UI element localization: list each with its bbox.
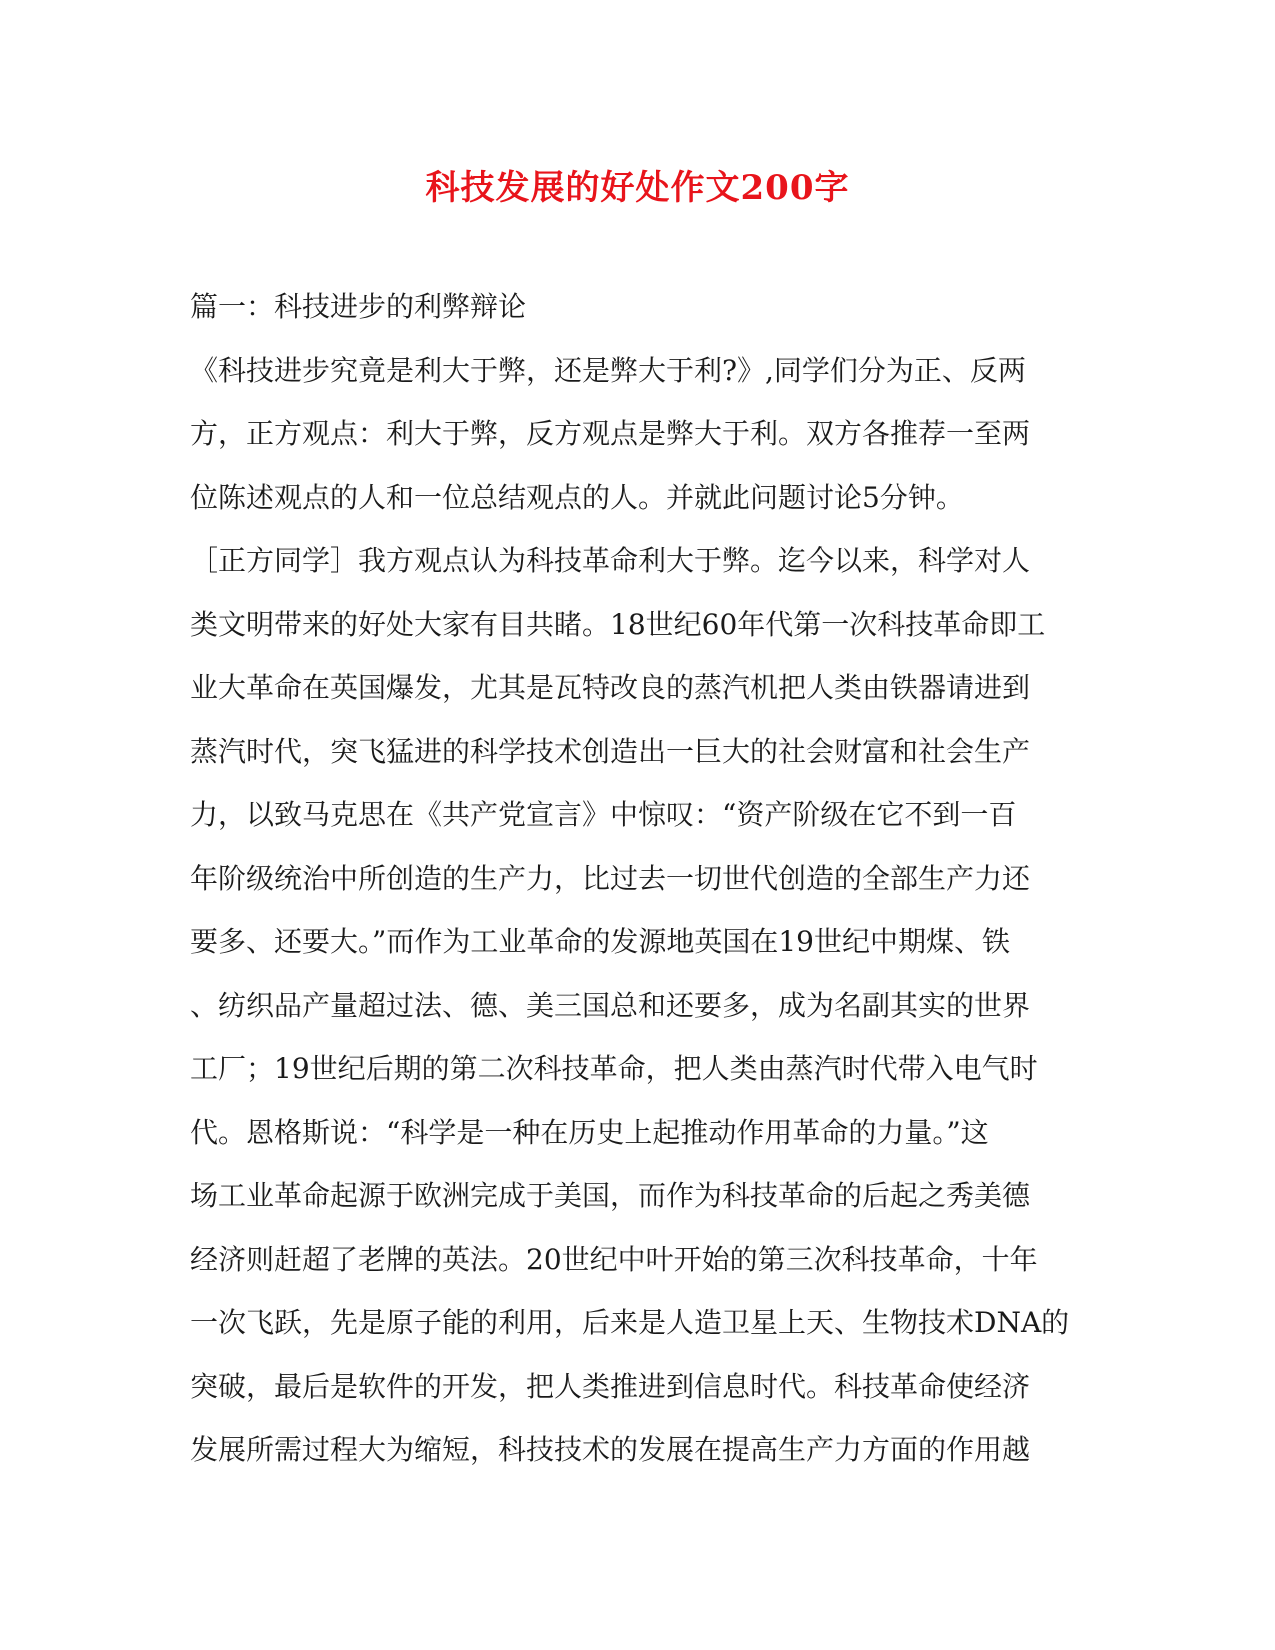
text-line: ［正方同学］我方观点认为科技革命利大于弊。迄今以来，科学对人	[190, 544, 1031, 577]
document-body	[190, 275, 1080, 1482]
text-line: 突破，最后是软件的开发，把人类推进到信息时代。科技革命使经济	[190, 1369, 1031, 1403]
text-line: 发展所需过程大为缩短，科技技术的发展在提高生产力方面的作用越	[190, 1433, 1031, 1466]
text-line: 篇一：科技进步的利弊辩论	[190, 290, 527, 323]
text-line: 业大革命在英国爆发，尤其是瓦特改良的蒸汽机把人类由铁器请进到	[190, 671, 1031, 704]
text-line: 类文明带来的好处大家有目共睹。18世纪60年代第一次科技革命即工	[190, 607, 1046, 641]
text-line: 位陈述观点的人和一位总结观点的人。并就此问题讨论5分钟。	[190, 480, 964, 514]
text-line: 代。恩格斯说：“科学是一种在历史上起推动作用革命的力量。”这	[190, 1115, 989, 1149]
text-line: 工厂；19世纪后期的第二次科技革命，把人类由蒸汽时代带入电气时	[190, 1052, 1038, 1085]
text-line: 场工业革命起源于欧洲完成于美国，而作为科技革命的后起之秀美德	[190, 1179, 1031, 1212]
document-title: 科技发展的好处作文200字	[425, 168, 850, 208]
text-line: 要多、还要大。”而作为工业革命的发源地英国在19世纪中期煤、铁	[190, 925, 1010, 958]
text-line: 蒸汽时代，突飞猛进的科学技术创造出一巨大的社会财富和社会生产	[190, 734, 1031, 768]
text-line: 、纺织品产量超过法、德、美三国总和还要多，成为名副其实的世界	[190, 988, 1031, 1022]
text-line: 方，正方观点：利大于弊，反方观点是弊大于利。双方各推荐一至两	[190, 417, 1031, 450]
text-line: 《科技进步究竟是利大于弊，还是弊大于利?》,同学们分为正、反两	[190, 353, 1026, 387]
text-line: 经济则赶超了老牌的英法。20世纪中叶开始的第三次科技革命，十年	[190, 1242, 1038, 1276]
text-line: 一次飞跃，先是原子能的利用，后来是人造卫星上天、生物技术DNA的	[190, 1306, 1070, 1339]
text-line: 年阶级统治中所创造的生产力，比过去一切世代创造的全部生产力还	[190, 861, 1031, 895]
text-line: 力，以致马克思在《共产党宣言》中惊叹：“资产阶级在它不到一百	[190, 798, 1017, 831]
